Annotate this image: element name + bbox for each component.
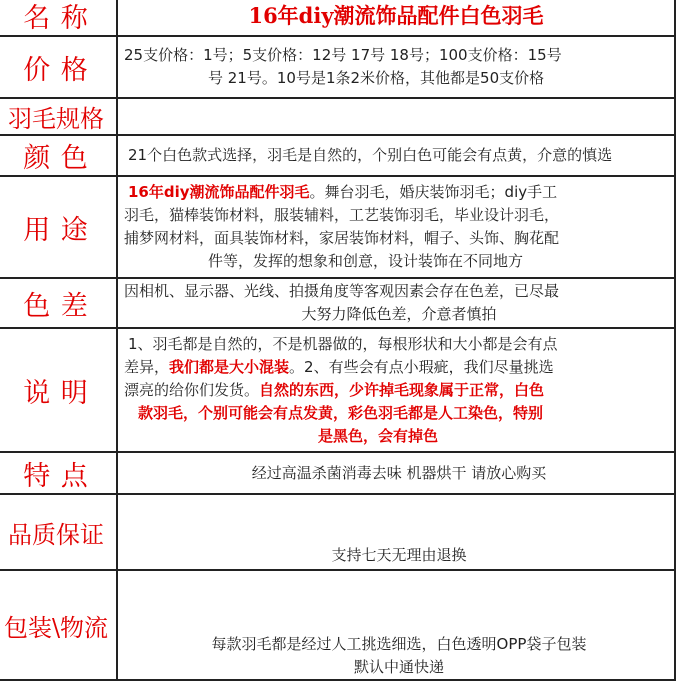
value-usage bbox=[117, 176, 675, 278]
feature-text: 经过高温杀菌消毒去味 机器烘干 请放心购买 bbox=[251, 463, 547, 482]
package-line-2: 默认中通快递 bbox=[353, 658, 444, 676]
row-color-difference bbox=[0, 278, 675, 328]
desc-line-4: 款羽毛，个别可能会有点发黄，彩色羽毛都是人工染色，特别 bbox=[138, 403, 544, 422]
label-color: 颜 色 bbox=[0, 135, 117, 176]
desc-line-3-a: 漂亮的给你们发货。 bbox=[124, 380, 260, 399]
value-feature bbox=[117, 452, 675, 494]
desc-line-5: 是黑色，会有掉色 bbox=[318, 426, 439, 445]
diff-line-2: 大努力降低色差，介意者慎拍 bbox=[301, 305, 497, 323]
row-name bbox=[0, 0, 675, 36]
color-text: 21个白色款式选择，羽毛是自然的，个别白色可能会有点黄，介意的慎选 bbox=[128, 146, 613, 164]
label-spec: 羽毛规格 bbox=[0, 98, 117, 135]
value-name bbox=[117, 0, 675, 36]
desc-highlight-natural: 自然的东西，少许掉毛现象属于正常，白色 bbox=[259, 380, 545, 399]
usage-line-1-rest: 。舞台羽毛，婚庆装饰羽毛；diy手工 bbox=[309, 183, 558, 201]
value-color-difference bbox=[117, 278, 675, 328]
label-package: 包装\物流 bbox=[0, 570, 117, 680]
label-feature: 特 点 bbox=[0, 452, 117, 494]
row-spec bbox=[0, 98, 675, 135]
row-package bbox=[0, 570, 675, 680]
diff-line-1: 因相机、显示器、光线、拍摄角度等客观因素会存在色差，已尽最 bbox=[124, 282, 560, 300]
desc-highlight-mixed: 我们都是大小混装 bbox=[169, 357, 290, 376]
desc-line-3 bbox=[118, 379, 674, 402]
quality-text: 支持七天无理由退换 bbox=[331, 546, 467, 564]
value-quality bbox=[117, 494, 675, 570]
usage-line-2: 羽毛，猫棒装饰材料，服装辅料，工艺装饰羽毛，毕业设计羽毛， bbox=[124, 206, 560, 224]
label-name: 名 称 bbox=[0, 0, 117, 36]
usage-line-4: 件等，发挥的想象和创意，设计装饰在不同地方 bbox=[208, 252, 524, 270]
label-color-difference: 色 差 bbox=[0, 278, 117, 328]
value-color bbox=[117, 135, 675, 176]
price-line-2: 号 21号。10号是1条2米价格，其他都是50支价格 bbox=[208, 69, 545, 87]
row-price bbox=[0, 36, 675, 98]
row-description bbox=[0, 328, 675, 452]
price-line-1: 25支价格：1号；5支价格：12号 17号 18号；100支价格：15号 bbox=[124, 46, 562, 64]
row-feature bbox=[0, 452, 675, 494]
usage-highlight: 16年diy潮流饰品配件羽毛 bbox=[128, 183, 310, 201]
row-quality bbox=[0, 494, 675, 570]
label-price: 价 格 bbox=[0, 36, 117, 98]
value-package bbox=[117, 570, 675, 680]
desc-line-1: 1、羽毛都是自然的，不是机器做的，每根形状和大小都是会有点 bbox=[128, 334, 558, 353]
label-usage: 用 途 bbox=[0, 176, 117, 278]
label-quality: 品质保证 bbox=[0, 494, 117, 570]
desc-line-2-b: 。2、有些会有点小瑕疵，我们尽量挑选 bbox=[289, 357, 554, 376]
desc-line-2 bbox=[118, 356, 674, 379]
product-title: 16年diy潮流饰品配件白色羽毛 bbox=[248, 3, 544, 28]
desc-line-2-a: 差异， bbox=[124, 357, 170, 376]
label-description: 说 明 bbox=[0, 328, 117, 452]
value-description bbox=[117, 328, 675, 452]
row-color bbox=[0, 135, 675, 176]
value-price bbox=[117, 36, 675, 98]
usage-line-1 bbox=[118, 181, 674, 204]
value-spec bbox=[117, 98, 675, 135]
usage-line-3: 捕梦网材料，面具装饰材料，家居装饰材料，帽子、头饰、胸花配 bbox=[124, 229, 560, 247]
package-line-1: 每款羽毛都是经过人工挑选细选，白色透明OPP袋子包装 bbox=[211, 635, 587, 653]
row-usage bbox=[0, 176, 675, 278]
